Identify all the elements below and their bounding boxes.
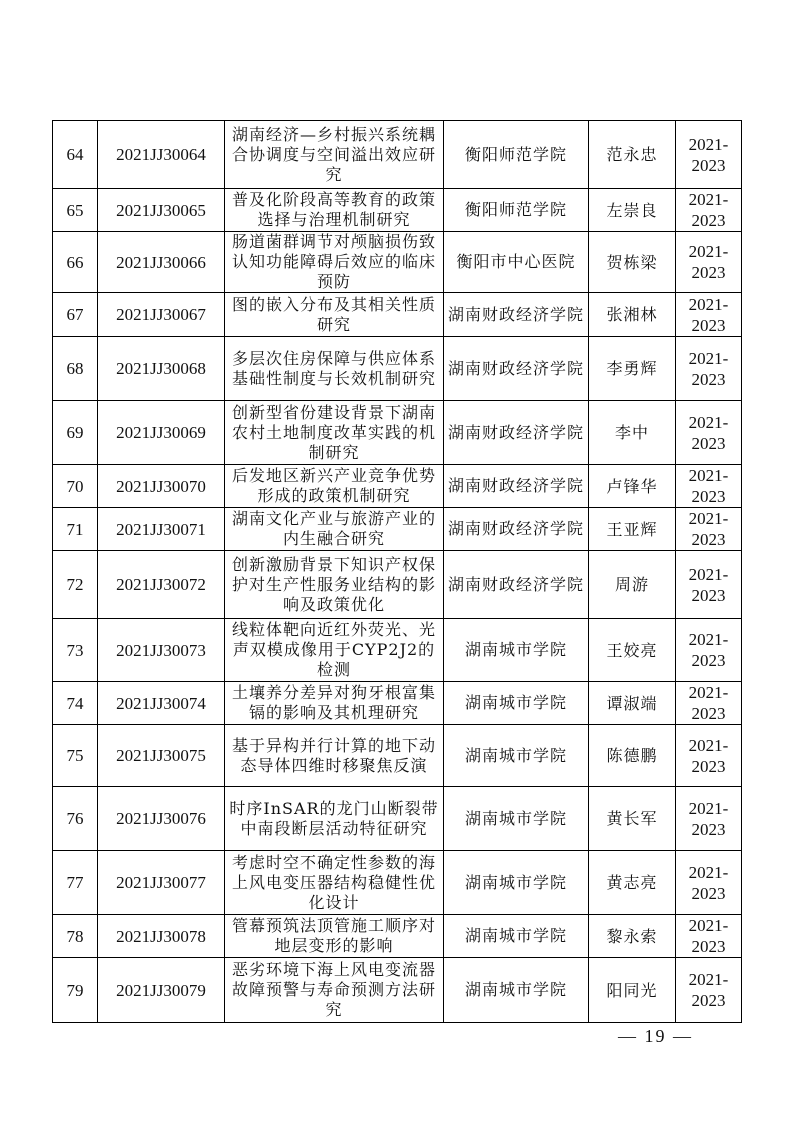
project-period: 2021-2023: [676, 121, 742, 189]
project-code: 2021JJ30072: [98, 551, 225, 619]
project-title: 创新型省份建设背景下湖南农村土地制度改革实践的机制研究: [225, 401, 444, 465]
project-code: 2021JJ30071: [98, 508, 225, 551]
institution: 湖南财政经济学院: [444, 337, 589, 401]
project-code: 2021JJ30068: [98, 337, 225, 401]
row-number: 76: [53, 787, 98, 851]
project-period: 2021-2023: [676, 725, 742, 787]
row-number: 78: [53, 915, 98, 958]
table-row: [53, 508, 742, 551]
project-code: 2021JJ30066: [98, 232, 225, 293]
table-row: [53, 121, 742, 189]
project-leader: 陈德鹏: [589, 725, 676, 787]
project-period: 2021-2023: [676, 508, 742, 551]
project-code: 2021JJ30075: [98, 725, 225, 787]
project-leader: 周游: [589, 551, 676, 619]
project-title: 图的嵌入分布及其相关性质研究: [225, 293, 444, 337]
institution: 湖南城市学院: [444, 787, 589, 851]
project-leader: 卢锋华: [589, 465, 676, 508]
project-period: 2021-2023: [676, 189, 742, 232]
project-leader: 贺栋梁: [589, 232, 676, 293]
project-code: 2021JJ30074: [98, 682, 225, 725]
project-leader: 李中: [589, 401, 676, 465]
project-code: 2021JJ30076: [98, 787, 225, 851]
project-leader: 黄长军: [589, 787, 676, 851]
project-title: 恶劣环境下海上风电变流器故障预警与寿命预测方法研究: [225, 958, 444, 1023]
project-code: 2021JJ30064: [98, 121, 225, 189]
institution: 湖南城市学院: [444, 725, 589, 787]
row-number: 74: [53, 682, 98, 725]
institution: 湖南财政经济学院: [444, 401, 589, 465]
project-table: [52, 120, 742, 1023]
project-title: 湖南文化产业与旅游产业的内生融合研究: [225, 508, 444, 551]
project-period: 2021-2023: [676, 401, 742, 465]
table-row: [53, 465, 742, 508]
row-number: 69: [53, 401, 98, 465]
project-leader: 李勇辉: [589, 337, 676, 401]
page-number: — 19 —: [618, 1026, 693, 1046]
project-leader: 阳同光: [589, 958, 676, 1023]
project-code: 2021JJ30065: [98, 189, 225, 232]
project-leader: 王姣亮: [589, 619, 676, 682]
project-period: 2021-2023: [676, 682, 742, 725]
project-leader: 范永忠: [589, 121, 676, 189]
table-row: [53, 725, 742, 787]
project-leader: 黎永索: [589, 915, 676, 958]
row-number: 75: [53, 725, 98, 787]
project-title: 基于异构并行计算的地下动态导体四维时移聚焦反演: [225, 725, 444, 787]
project-title: 线粒体靶向近红外荧光、光声双模成像用于CYP2J2的检测: [225, 619, 444, 682]
row-number: 66: [53, 232, 98, 293]
institution: 湖南财政经济学院: [444, 465, 589, 508]
project-period: 2021-2023: [676, 958, 742, 1023]
project-leader: 黄志亮: [589, 851, 676, 915]
project-title: 土壤养分差异对狗牙根富集镉的影响及其机理研究: [225, 682, 444, 725]
project-code: 2021JJ30079: [98, 958, 225, 1023]
institution: 衡阳师范学院: [444, 121, 589, 189]
institution: 湖南财政经济学院: [444, 508, 589, 551]
project-period: 2021-2023: [676, 851, 742, 915]
institution: 湖南城市学院: [444, 619, 589, 682]
table-row: [53, 189, 742, 232]
row-number: 64: [53, 121, 98, 189]
project-period: 2021-2023: [676, 465, 742, 508]
project-leader: 左崇良: [589, 189, 676, 232]
row-number: 71: [53, 508, 98, 551]
institution: 湖南城市学院: [444, 682, 589, 725]
project-title: 时序InSAR的龙门山断裂带中南段断层活动特征研究: [225, 787, 444, 851]
row-number: 67: [53, 293, 98, 337]
table-body: [53, 121, 742, 1023]
row-number: 70: [53, 465, 98, 508]
institution: 湖南城市学院: [444, 851, 589, 915]
institution: 衡阳市中心医院: [444, 232, 589, 293]
project-period: 2021-2023: [676, 619, 742, 682]
table-row: [53, 551, 742, 619]
project-title: 后发地区新兴产业竞争优势形成的政策机制研究: [225, 465, 444, 508]
project-period: 2021-2023: [676, 915, 742, 958]
table-row: [53, 787, 742, 851]
project-period: 2021-2023: [676, 232, 742, 293]
project-code: 2021JJ30067: [98, 293, 225, 337]
project-title: 湖南经济—乡村振兴系统耦合协调度与空间溢出效应研究: [225, 121, 444, 189]
project-title: 普及化阶段高等教育的政策选择与治理机制研究: [225, 189, 444, 232]
project-code: 2021JJ30078: [98, 915, 225, 958]
project-leader: 张湘林: [589, 293, 676, 337]
row-number: 68: [53, 337, 98, 401]
row-number: 65: [53, 189, 98, 232]
row-number: 79: [53, 958, 98, 1023]
institution: 湖南城市学院: [444, 958, 589, 1023]
project-leader: 王亚辉: [589, 508, 676, 551]
project-leader: 谭淑端: [589, 682, 676, 725]
project-title: 肠道菌群调节对颅脑损伤致认知功能障碍后效应的临床预防: [225, 232, 444, 293]
institution: 湖南城市学院: [444, 915, 589, 958]
institution: 湖南财政经济学院: [444, 293, 589, 337]
project-code: 2021JJ30069: [98, 401, 225, 465]
row-number: 73: [53, 619, 98, 682]
row-number: 77: [53, 851, 98, 915]
project-code: 2021JJ30073: [98, 619, 225, 682]
table-row: [53, 682, 742, 725]
table-row: [53, 337, 742, 401]
project-title: 管幕预筑法顶管施工顺序对地层变形的影响: [225, 915, 444, 958]
institution: 湖南财政经济学院: [444, 551, 589, 619]
table-row: [53, 915, 742, 958]
table-row: [53, 401, 742, 465]
table-row: [53, 619, 742, 682]
project-period: 2021-2023: [676, 293, 742, 337]
institution: 衡阳师范学院: [444, 189, 589, 232]
project-period: 2021-2023: [676, 337, 742, 401]
project-title: 创新激励背景下知识产权保护对生产性服务业结构的影响及政策优化: [225, 551, 444, 619]
table-row: [53, 851, 742, 915]
project-code: 2021JJ30070: [98, 465, 225, 508]
row-number: 72: [53, 551, 98, 619]
project-code: 2021JJ30077: [98, 851, 225, 915]
table-row: [53, 958, 742, 1023]
project-title: 多层次住房保障与供应体系基础性制度与长效机制研究: [225, 337, 444, 401]
table-row: [53, 293, 742, 337]
project-period: 2021-2023: [676, 787, 742, 851]
table-row: [53, 232, 742, 293]
project-period: 2021-2023: [676, 551, 742, 619]
project-title: 考虑时空不确定性参数的海上风电变压器结构稳健性优化设计: [225, 851, 444, 915]
